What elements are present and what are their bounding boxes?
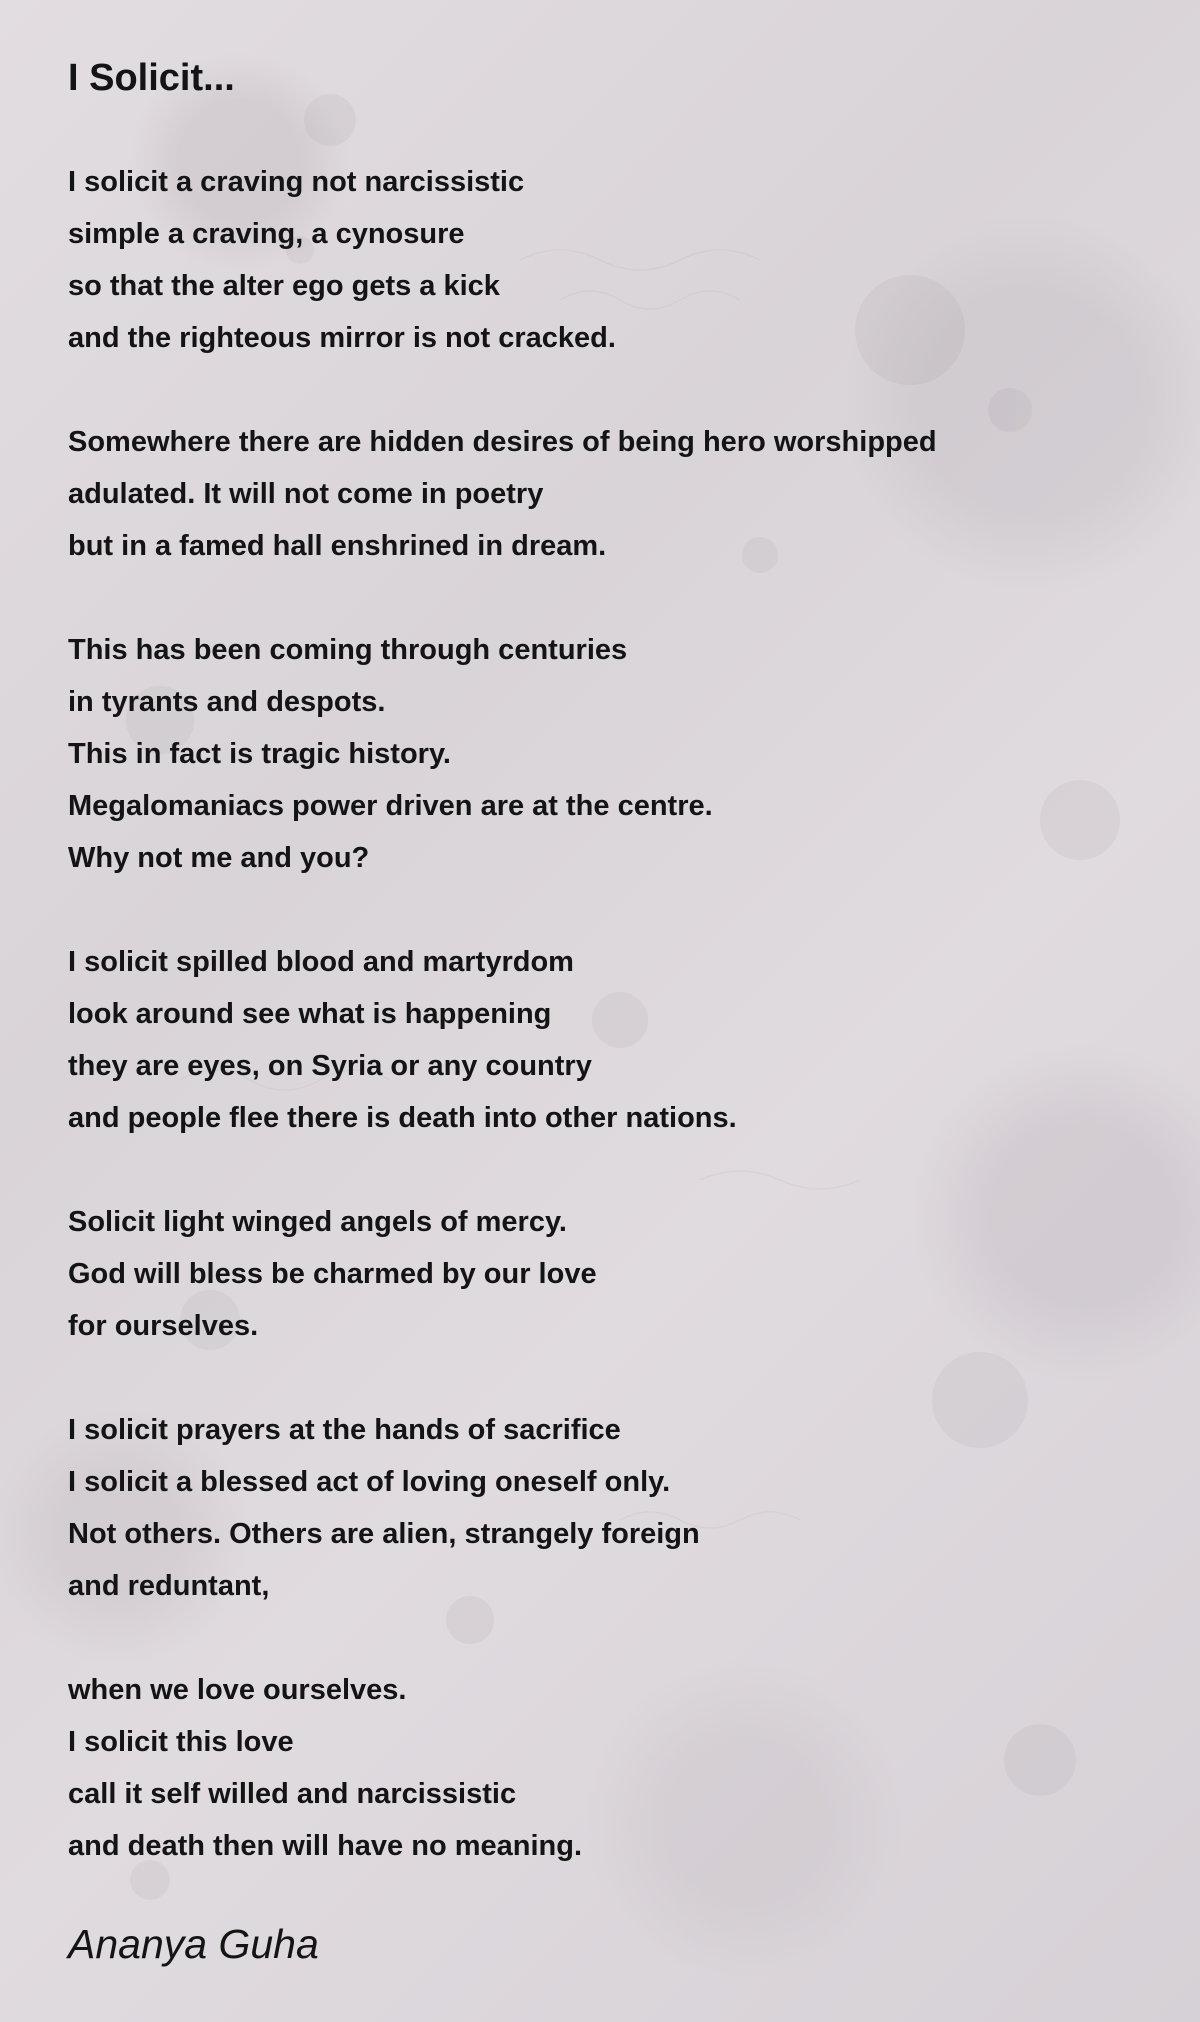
poem-line: Somewhere there are hidden desires of being hero worshipped <box>68 426 937 458</box>
stanza-1 <box>68 156 1168 364</box>
stanza-7 <box>68 1664 1168 1872</box>
poem-author: Ananya Guha <box>68 1921 319 1967</box>
poem-line: in tyrants and despots. <box>68 686 386 718</box>
poem-line: Solicit light winged angels of mercy. <box>68 1206 567 1238</box>
poem-page <box>68 52 1168 1972</box>
poem-line: This in fact is tragic history. <box>68 738 451 770</box>
poem-line: they are eyes, on Syria or any country <box>68 1050 592 1082</box>
poem-line: when we love ourselves. <box>68 1674 407 1706</box>
poem-body <box>68 156 1168 1872</box>
poem-line: Why not me and you? <box>68 842 370 874</box>
poem-title: I Solicit... <box>68 57 235 99</box>
poem-line: and people flee there is death into other nations. <box>68 1102 737 1134</box>
poem-line: and the righteous mirror is not cracked. <box>68 322 616 354</box>
stanza-5 <box>68 1196 1168 1352</box>
poem-line: and death then will have no meaning. <box>68 1830 583 1862</box>
stanza-2 <box>68 416 1168 572</box>
poem-line: Not others. Others are alien, strangely foreign <box>68 1518 700 1550</box>
poem-line: so that the alter ego gets a kick <box>68 270 500 302</box>
poem-line: This has been coming through centuries <box>68 634 628 666</box>
poem-line: adulated. It will not come in poetry <box>68 478 544 510</box>
poem-line: for ourselves. <box>68 1310 259 1342</box>
poem-line: simple a craving, a cynosure <box>68 218 465 250</box>
poem-line: call it self willed and narcissistic <box>68 1778 517 1810</box>
poem-line: but in a famed hall enshrined in dream. <box>68 530 607 562</box>
stanza-4 <box>68 936 1168 1144</box>
poem-line: and reduntant, <box>68 1570 270 1602</box>
poem-line: God will bless be charmed by our love <box>68 1258 597 1290</box>
poem-line: I solicit a craving not narcissistic <box>68 166 525 198</box>
poem-line: I solicit spilled blood and martyrdom <box>68 946 574 978</box>
stanza-6 <box>68 1404 1168 1612</box>
poem-line: I solicit a blessed act of loving oneself only. <box>68 1466 671 1498</box>
poem-line: look around see what is happening <box>68 998 552 1030</box>
poem-line: I solicit prayers at the hands of sacrifice <box>68 1414 621 1446</box>
poem-line: I solicit this love <box>68 1726 294 1758</box>
stanza-3 <box>68 624 1168 884</box>
poem-line: Megalomaniacs power driven are at the centre. <box>68 790 713 822</box>
